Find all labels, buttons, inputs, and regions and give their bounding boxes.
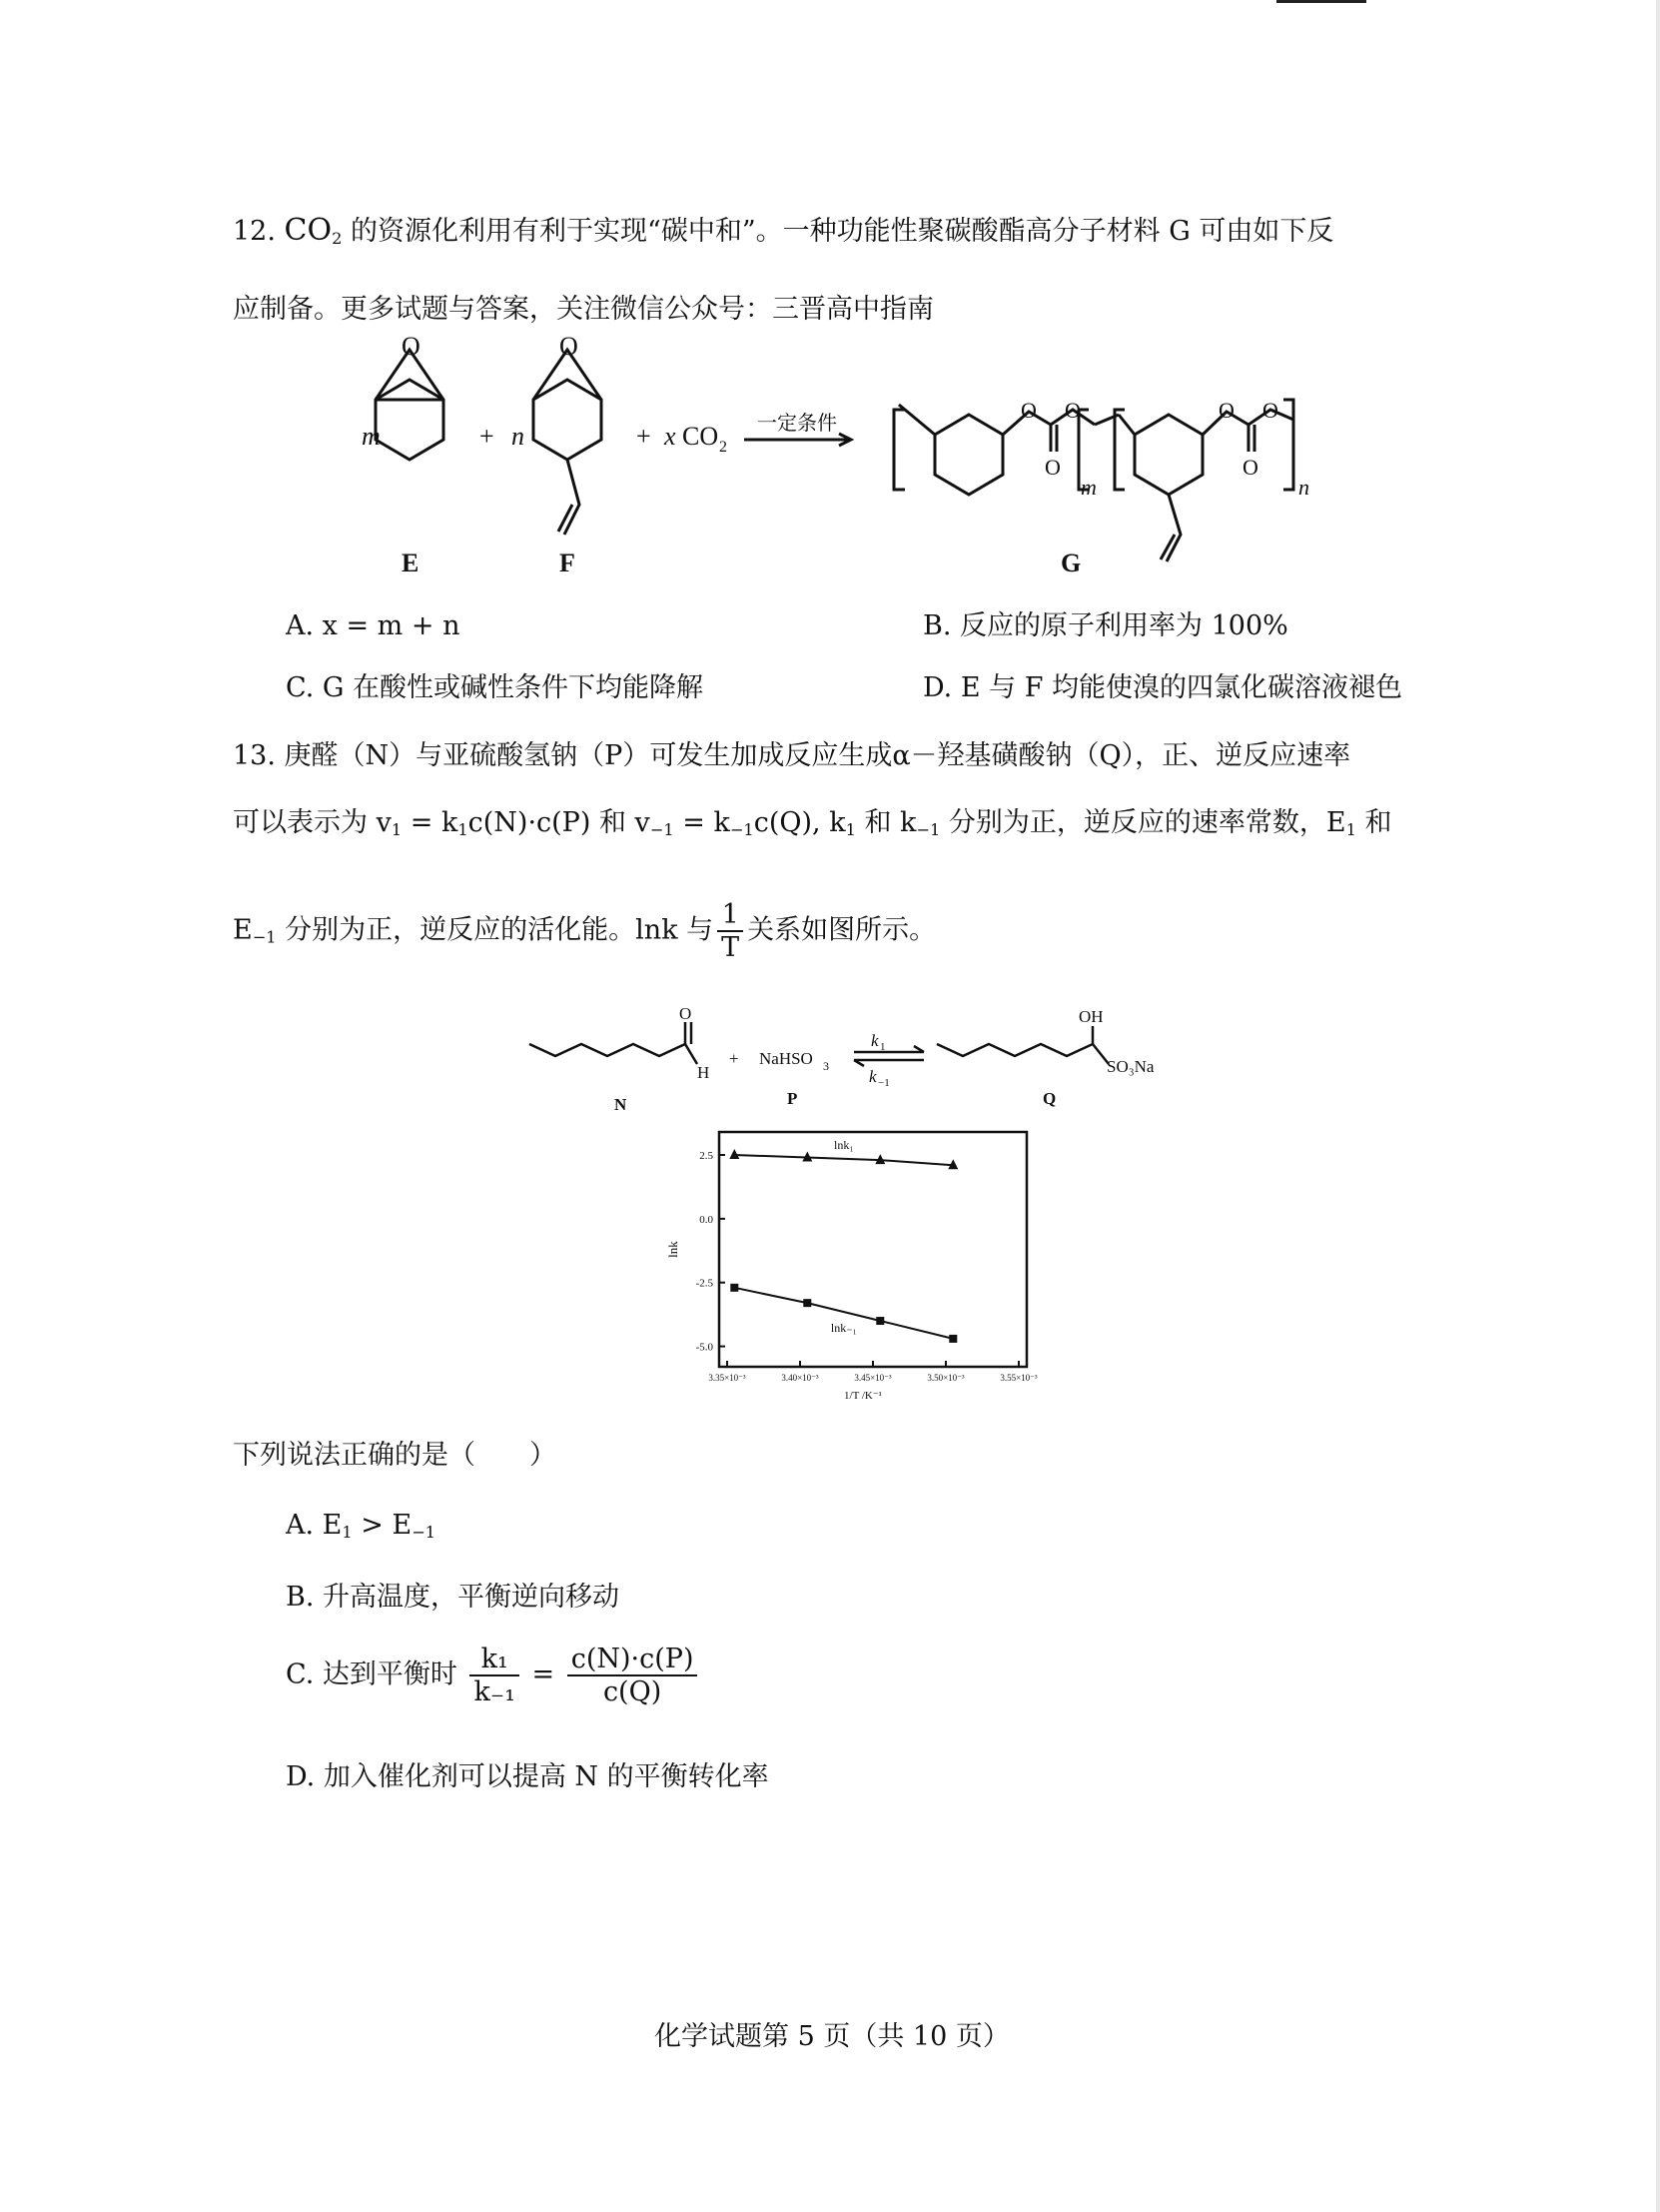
G-sub-n: n (1298, 475, 1309, 500)
q13-line1: 13. 庚醛（N）与亚硫酸氢钠（P）可发生加成反应生成α－羟基磺酸钠（Q），正、逆反应速率 (233, 740, 1351, 771)
label-E: E (402, 549, 419, 577)
q13-line2: 可以表示为 $v_1 = k_1c(N)\cdot c(P)$ 和 $v_{-1} = k_{-1}c(Q)$, $k_1$ 和 $k_{-1}$ 分别为正，逆反应的速率常数，$E_1$ 和 (233, 807, 1392, 840)
q12-reaction-scheme (340, 330, 1338, 589)
x-axis-label: 1/T /K⁻¹ (844, 1390, 882, 1402)
q13-question: 下列说法正确的是（ ） (233, 1440, 556, 1471)
q13-option-d: D. 加入催化剂可以提高 N 的平衡转化率 (286, 1761, 769, 1792)
x-tick-label: 3.40×10⁻³ (781, 1373, 819, 1383)
q13-reaction-scheme (519, 1004, 1199, 1124)
E-oxygen: O (402, 332, 420, 361)
svg-text:O: O (679, 1004, 692, 1023)
q12-line1-text: 的资源化利用有利于实现“碳中和”。一种功能性聚碳酸酯高分子材料 G 可由如下反 (351, 216, 1334, 247)
x-tick-label: 3.35×10⁻³ (708, 1373, 746, 1383)
q12-option-b: B. 反应的原子利用率为 100% (923, 610, 1288, 641)
svg-text:k: k (869, 1067, 877, 1086)
svg-text:N: N (614, 1095, 627, 1114)
q12-option-a: A. x = m + n (286, 610, 460, 641)
q12-line1 (233, 214, 1333, 256)
G-sub-m: m (1081, 475, 1097, 500)
svg-text:NaHSO: NaHSO (759, 1049, 813, 1068)
molecule-E (376, 350, 443, 460)
data-point-square (803, 1299, 811, 1307)
series-label: lnk₋₁ (830, 1321, 857, 1336)
svg-text:1: 1 (880, 1041, 886, 1053)
svg-text:−1: −1 (878, 1077, 890, 1089)
svg-text:+: + (729, 1049, 739, 1068)
G-oxygen-3: O (1065, 398, 1081, 423)
svg-text:OH: OH (1079, 1007, 1104, 1026)
molecule-F (533, 350, 601, 535)
svg-text:H: H (697, 1063, 710, 1082)
q13-option-c: C. 达到平衡时 $\frac{\text{k₁}}{\text{k₋₁}}$ = $\frac{c(N)\cdot c(P)}{c(Q)}$ (286, 1644, 701, 1707)
page-footer: 化学试题第 5 页（共 10 页） (654, 2021, 1010, 2052)
chart-frame (719, 1132, 1027, 1367)
svg-text:3: 3 (823, 1059, 829, 1073)
G-oxygen-4: O (1219, 398, 1235, 423)
label-F: F (559, 549, 575, 577)
one-over-T: $\frac{1}{T}$ (717, 899, 743, 963)
scheme-co2-sub: 2 (719, 439, 727, 456)
svg-text:Q: Q (1043, 1089, 1057, 1108)
q12-option-c: C. G 在酸性或碱性条件下均能降解 (286, 672, 704, 703)
label-G: G (1061, 549, 1082, 577)
data-point-square (949, 1335, 957, 1343)
G-oxygen-2: O (1045, 455, 1061, 480)
coef-m: m (362, 422, 381, 451)
x-tick-label: 3.50×10⁻³ (927, 1373, 965, 1383)
reaction-condition: 一定条件 (757, 413, 837, 435)
svg-text:k: k (871, 1031, 879, 1050)
q12-line2: 应制备。更多试题与答案，关注微信公众号：三晋高中指南 (233, 294, 934, 325)
plus-2: + (636, 422, 651, 451)
G-oxygen-6: O (1262, 398, 1278, 423)
q12-co2-sub: 2 (332, 229, 343, 249)
top-rule (1276, 0, 1366, 3)
lnk-vs-inverse-T-chart (659, 1124, 1039, 1404)
page-edge (1656, 0, 1660, 2212)
y-tick-label: -5.0 (695, 1341, 713, 1354)
coef-x: x (664, 422, 676, 451)
q12-co2: CO (284, 213, 333, 248)
G-oxygen-5: O (1243, 455, 1258, 480)
q12-option-d: D. E 与 F 均能使溴的四氯化碳溶液褪色 (923, 672, 1403, 703)
y-tick-label: 0.0 (699, 1213, 713, 1226)
y-axis-label: lnk (665, 1241, 680, 1258)
svg-text:SO₃Na: SO₃Na (1107, 1057, 1155, 1076)
q13-option-a: A. $E_1 > E_{-1}$ (286, 1510, 436, 1543)
x-tick-label: 3.55×10⁻³ (1000, 1373, 1038, 1383)
F-oxygen: O (559, 332, 578, 361)
G-oxygen-1: O (1021, 398, 1037, 423)
q12-number: 12. (233, 216, 276, 247)
q13-option-b: B. 升高温度，平衡逆向移动 (286, 1582, 620, 1613)
coef-n: n (511, 422, 524, 451)
y-tick-label: 2.5 (699, 1149, 713, 1162)
scheme-co2: CO (682, 422, 719, 451)
data-point-square (730, 1284, 738, 1292)
series-label: lnk₁ (834, 1137, 854, 1152)
series-line (734, 1155, 953, 1165)
y-tick-label: -2.5 (695, 1277, 713, 1290)
svg-text:P: P (787, 1089, 798, 1108)
q13-line3: $E_{-1}$ 分别为正，逆反应的活化能。lnk 与 $\frac{1}{T}$ 关系如图所示。 (233, 899, 937, 964)
plus-1: + (479, 422, 494, 451)
data-point-square (876, 1317, 884, 1325)
data-point-triangle (729, 1149, 739, 1159)
x-tick-label: 3.45×10⁻³ (854, 1373, 892, 1383)
